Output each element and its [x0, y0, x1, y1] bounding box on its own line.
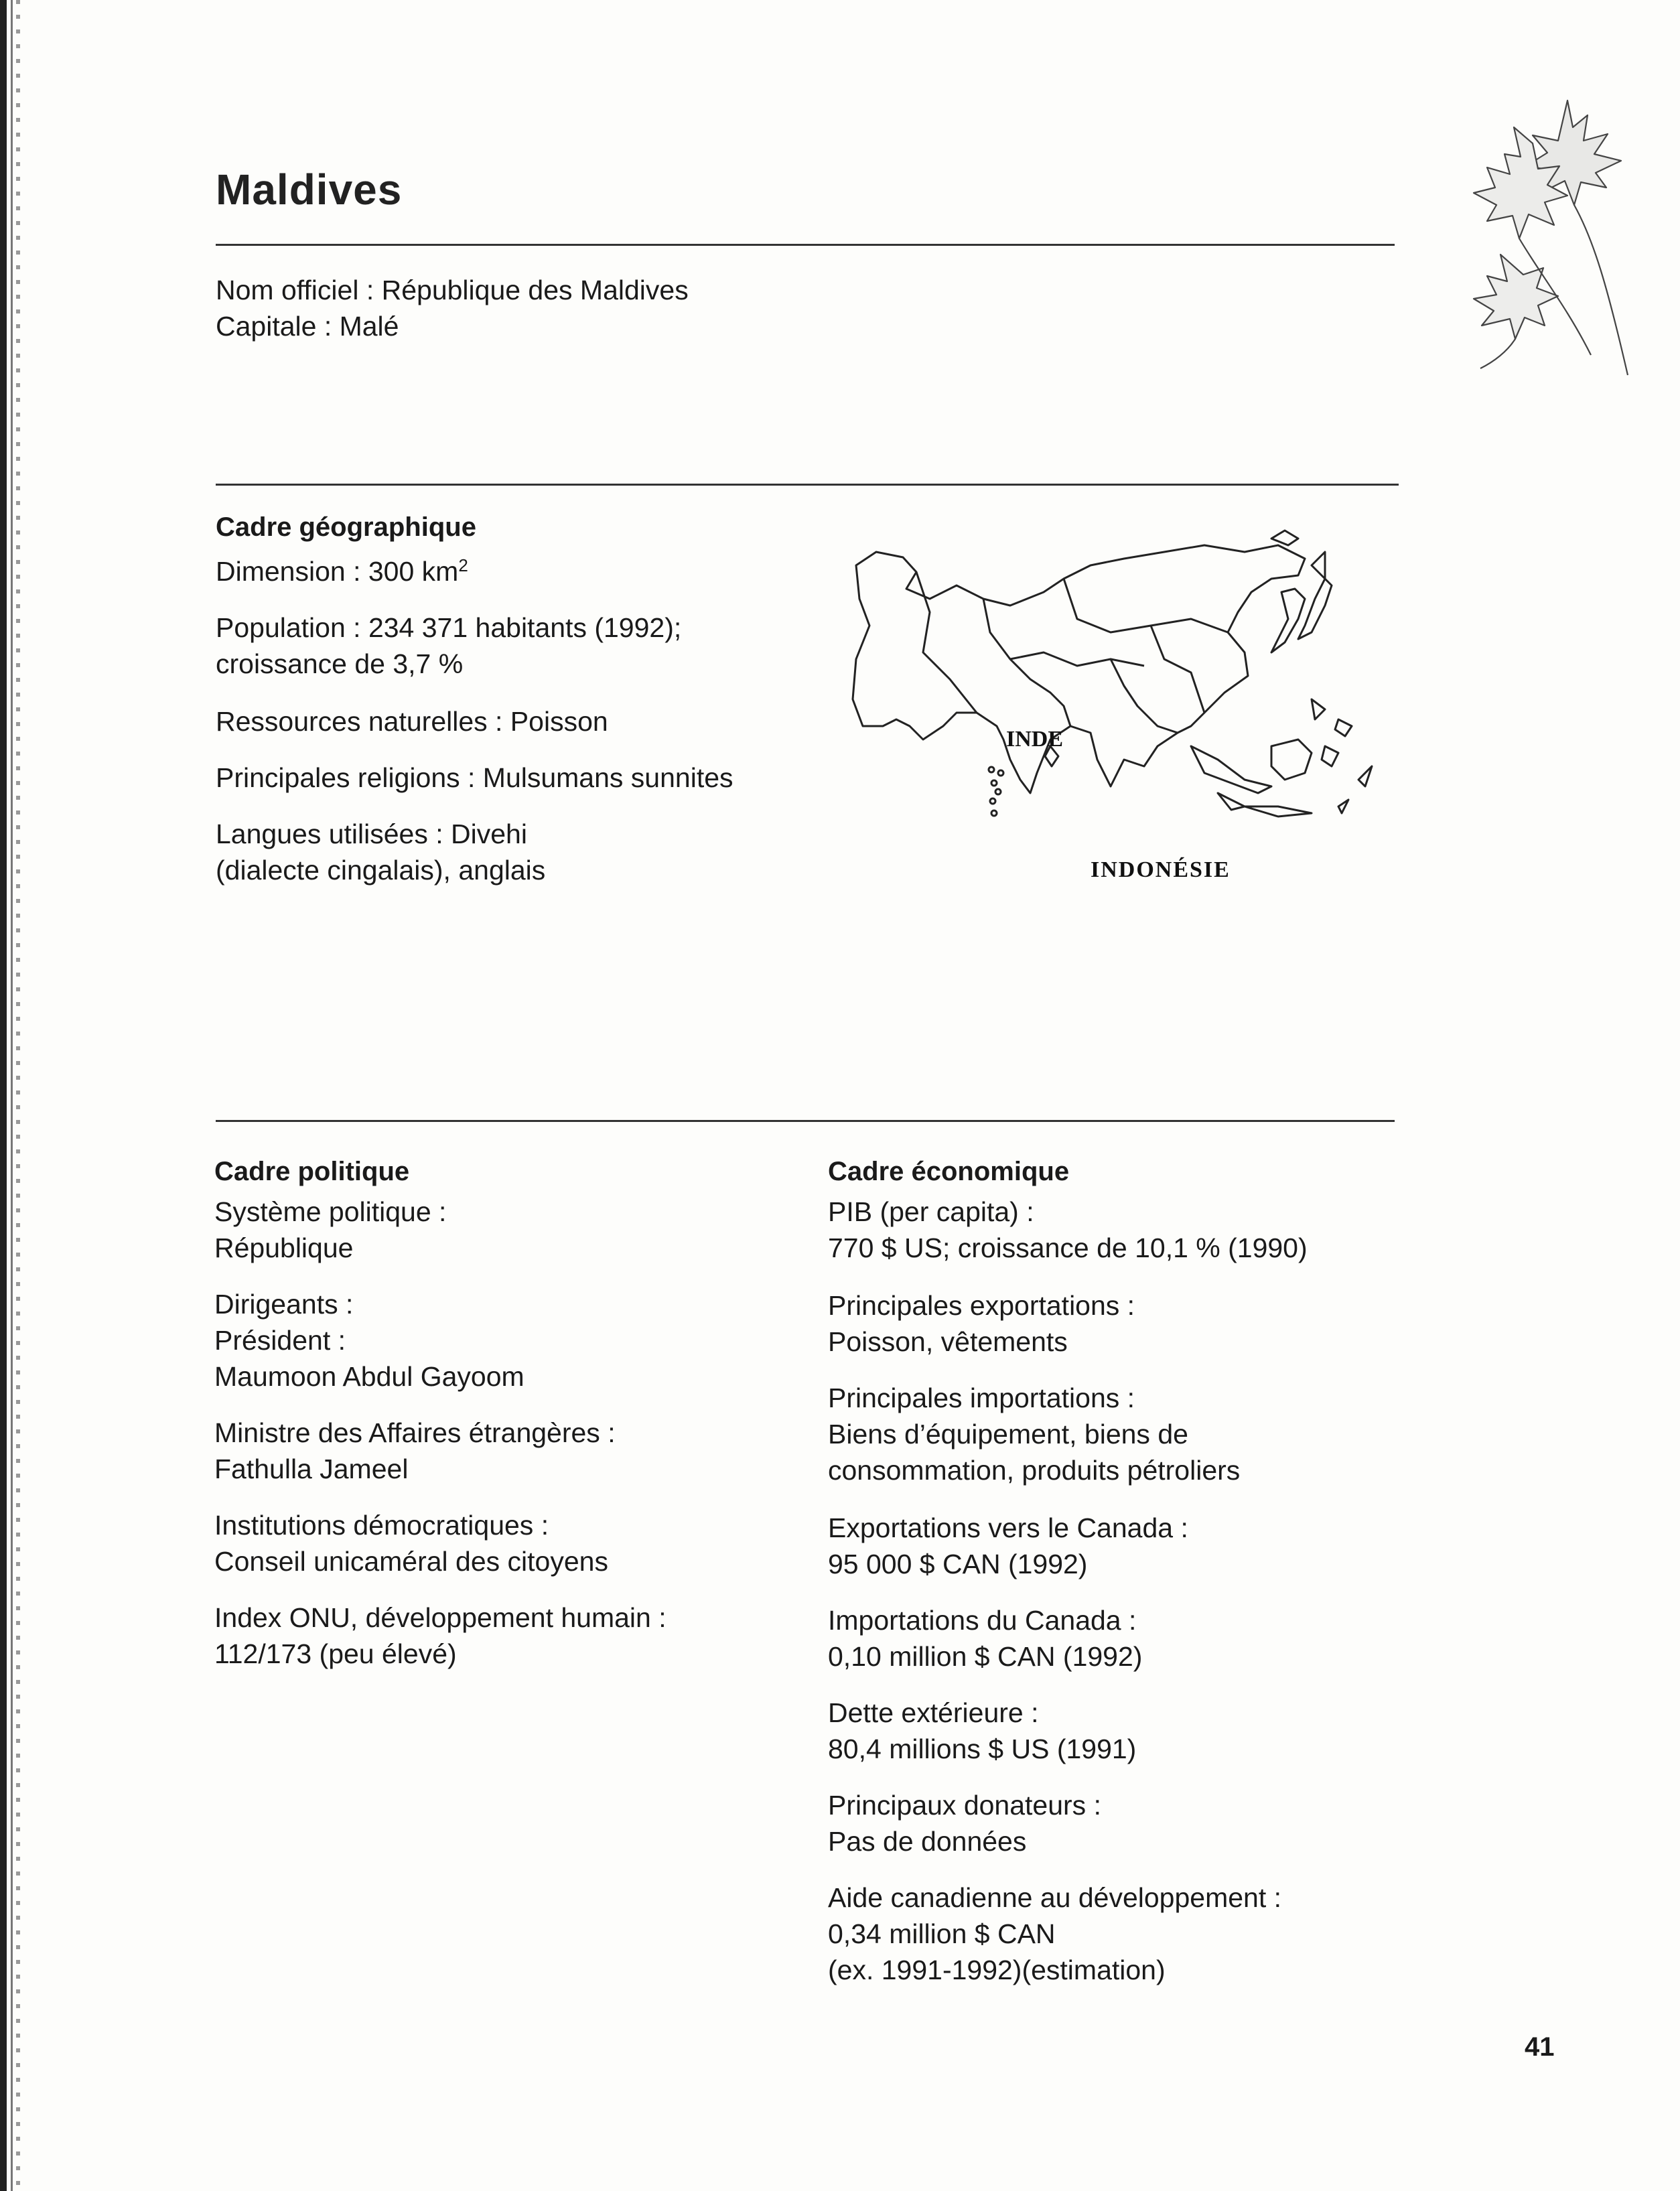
hdi-value: 112/173 (peu élevé) — [214, 1638, 457, 1669]
imports-from-canada-label: Importations du Canada : — [828, 1605, 1137, 1636]
canadian-aid-label: Aide canadienne au développement : — [828, 1882, 1282, 1913]
exports-label: Principales exportations : — [828, 1290, 1135, 1321]
section-heading-geography: Cadre géographique — [216, 512, 476, 542]
section-heading-economy: Cadre économique — [828, 1157, 1070, 1186]
exports-to-canada-label: Exportations vers le Canada : — [828, 1512, 1188, 1543]
foreign-minister-label: Ministre des Affaires étrangères : — [214, 1417, 616, 1448]
population-line-1: Population : 234 371 habitants (1992); — [216, 612, 682, 643]
exports-value: Poisson, vêtements — [828, 1326, 1068, 1357]
page-number: 41 — [1525, 2032, 1555, 2062]
institutions-label: Institutions démocratiques : — [214, 1510, 549, 1541]
area-line: Dimension : 300 $km^2$ — [216, 555, 468, 587]
section-heading-politics: Cadre politique — [214, 1157, 410, 1186]
gdp-value: 770 $ US; croissance de 10,1 % (1990) — [828, 1232, 1308, 1263]
languages-line-1: Langues utilisées : Divehi — [216, 819, 527, 849]
map-label-india: INDE — [1006, 727, 1064, 752]
asia-map — [843, 525, 1405, 887]
donors-value: Pas de données — [828, 1826, 1027, 1857]
official-name: Nom officiel : République des Maldives — [216, 275, 689, 305]
political-system-label: Système politique : — [214, 1196, 447, 1227]
divider — [216, 484, 1399, 486]
map-label-indonesia: INDONÉSIE — [1091, 857, 1231, 882]
institutions-value: Conseil unicaméral des citoyens — [214, 1546, 608, 1577]
imports-line-2: consommation, produits pétroliers — [828, 1455, 1241, 1486]
hdi-label: Index ONU, développement humain : — [214, 1602, 667, 1633]
page-title: Maldives — [216, 165, 403, 214]
external-debt-label: Dette extérieure : — [828, 1697, 1039, 1728]
leaders-label: Dirigeants : — [214, 1289, 354, 1320]
gdp-label: PIB (per capita) : — [828, 1196, 1034, 1227]
population-line-2: croissance de 3,7 % — [216, 648, 464, 679]
exports-to-canada-value: 95 000 $ CAN (1992) — [828, 1549, 1088, 1579]
canadian-aid-line-2: (ex. 1991-1992)(estimation) — [828, 1955, 1166, 1985]
political-system-value: République — [214, 1232, 354, 1263]
resources: Ressources naturelles : Poisson — [216, 706, 608, 737]
binding-margin — [0, 0, 27, 2191]
maple-leaf-icon — [1440, 87, 1634, 382]
foreign-minister-name: Fathulla Jameel — [214, 1454, 409, 1484]
donors-label: Principaux donateurs : — [828, 1790, 1101, 1821]
canadian-aid-line-1: 0,34 million $ CAN — [828, 1918, 1056, 1949]
divider — [216, 1120, 1395, 1122]
external-debt-value: 80,4 millions $ US (1991) — [828, 1734, 1137, 1764]
imports-label: Principales importations : — [828, 1383, 1135, 1413]
imports-line-1: Biens d’équipement, biens de — [828, 1419, 1188, 1450]
divider — [216, 244, 1395, 246]
president-name: Maumoon Abdul Gayoom — [214, 1361, 524, 1392]
imports-from-canada-value: 0,10 million $ CAN (1992) — [828, 1641, 1143, 1672]
religions: Principales religions : Mulsumans sunnites — [216, 762, 733, 793]
capital: Capitale : Malé — [216, 311, 399, 342]
languages-line-2: (dialecte cingalais), anglais — [216, 855, 546, 886]
president-label: Président : — [214, 1325, 346, 1356]
